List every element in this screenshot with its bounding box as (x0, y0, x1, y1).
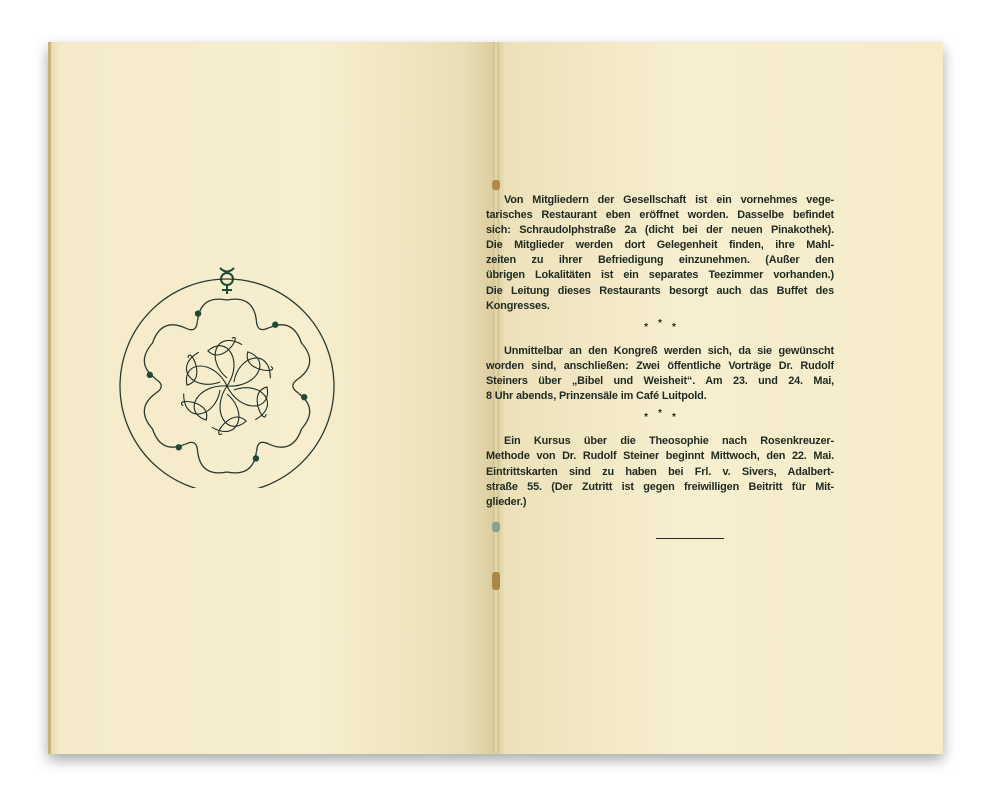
serpent-ornament (186, 355, 227, 386)
rose-notch (256, 320, 269, 329)
ornament-dot (147, 372, 153, 378)
rose-petal-outline (144, 393, 184, 447)
text-line: Die Leitung dieses Restaurants besorgt auch das Buffet des (486, 284, 834, 297)
asterism-star: * (644, 321, 659, 333)
ornament-dot (301, 394, 307, 400)
rose-petal-outline (198, 452, 257, 473)
text-line: Eintrittskarten sind zu haben bei Frl. v. Sivers, Adalbert- (486, 465, 834, 478)
asterism-star: * (658, 317, 672, 329)
rose-notch (293, 379, 299, 394)
asterism-star: * (671, 412, 686, 424)
center-ornament (181, 338, 272, 435)
asterism-separator (486, 317, 834, 335)
rosicrucian-seal-icon (119, 228, 335, 488)
rose-notch (185, 442, 198, 451)
paragraph-course (486, 434, 834, 509)
rose-petal-outline (269, 325, 309, 379)
paragraph-lectures (486, 344, 834, 404)
text-line: Methode von Dr. Rudolf Steiner beginnt Mittwoch, den 22. Mai. (486, 450, 834, 463)
text-line: glieder.) (486, 495, 527, 508)
rose-petal-outline (144, 325, 184, 379)
serpent-ornament (219, 386, 246, 434)
mercury-symbol-icon (220, 268, 234, 294)
binding-stitch (492, 522, 500, 532)
text-line: worden sind, anschließen: Zwei öffentliche Vorträge Dr. Rudolf (486, 359, 834, 372)
rose-notch (155, 379, 161, 394)
text-line: zeiten zu ihrer Befriedigung einzunehmen. (Außer den (486, 254, 834, 267)
text-line: Steiners über „Bibel und Weisheit“. Am 23. und 24. Mai, (486, 375, 834, 388)
text-line: Unmittelbar an den Kongreß werden sich, da sie gewünscht (504, 344, 834, 357)
closing-rule (656, 538, 724, 539)
ornament-dot (195, 310, 201, 316)
serpent-ornament (227, 386, 268, 417)
text-line: straße 55. (Der Zutritt ist gegen freiwilligen Beitritt für Mit- (486, 480, 834, 493)
serpent-ornament (208, 338, 235, 386)
text-line: sich: Schraudolphstraße 2a (dicht bei der neuen Pinakothek). (486, 224, 834, 237)
rose-notch (185, 320, 198, 329)
text-line: 8 Uhr abends, Prinzensäle im Café Luitpold. (486, 390, 707, 403)
right-page-text (486, 193, 834, 510)
ornament-dot (176, 444, 182, 450)
binding-stitch (492, 572, 500, 590)
ornament-dot (272, 322, 278, 328)
text-line: Kongresses. (486, 299, 550, 312)
text-line: übrigen Lokalitäten ist ein separates Teezimmer vorhanden.) (486, 269, 834, 282)
text-line: Ein Kursus über die Theosophie nach Rosenkreuzer- (504, 435, 834, 448)
text-line: Die Mitglieder werden dort Gelegenheit finden, ihre Mahl- (486, 239, 834, 252)
rose-petal-outline (269, 393, 309, 447)
text-line: Von Mitgliedern der Gesellschaft ist ein vornehmes vege- (504, 194, 834, 206)
rose-petal-outline (198, 299, 257, 320)
outer-circle (120, 279, 334, 488)
asterism-separator (486, 410, 834, 425)
rose-notch (257, 442, 270, 451)
text-line: tarisches Restaurant eben eröffnet worden. Dasselbe befindet (486, 209, 834, 222)
ornament-dot (253, 455, 259, 461)
paragraph-restaurant (486, 193, 834, 314)
binding-stitch (492, 180, 500, 190)
asterism-star: * (671, 321, 686, 333)
asterism-star: * (644, 412, 659, 424)
asterism-star: * (658, 408, 672, 420)
